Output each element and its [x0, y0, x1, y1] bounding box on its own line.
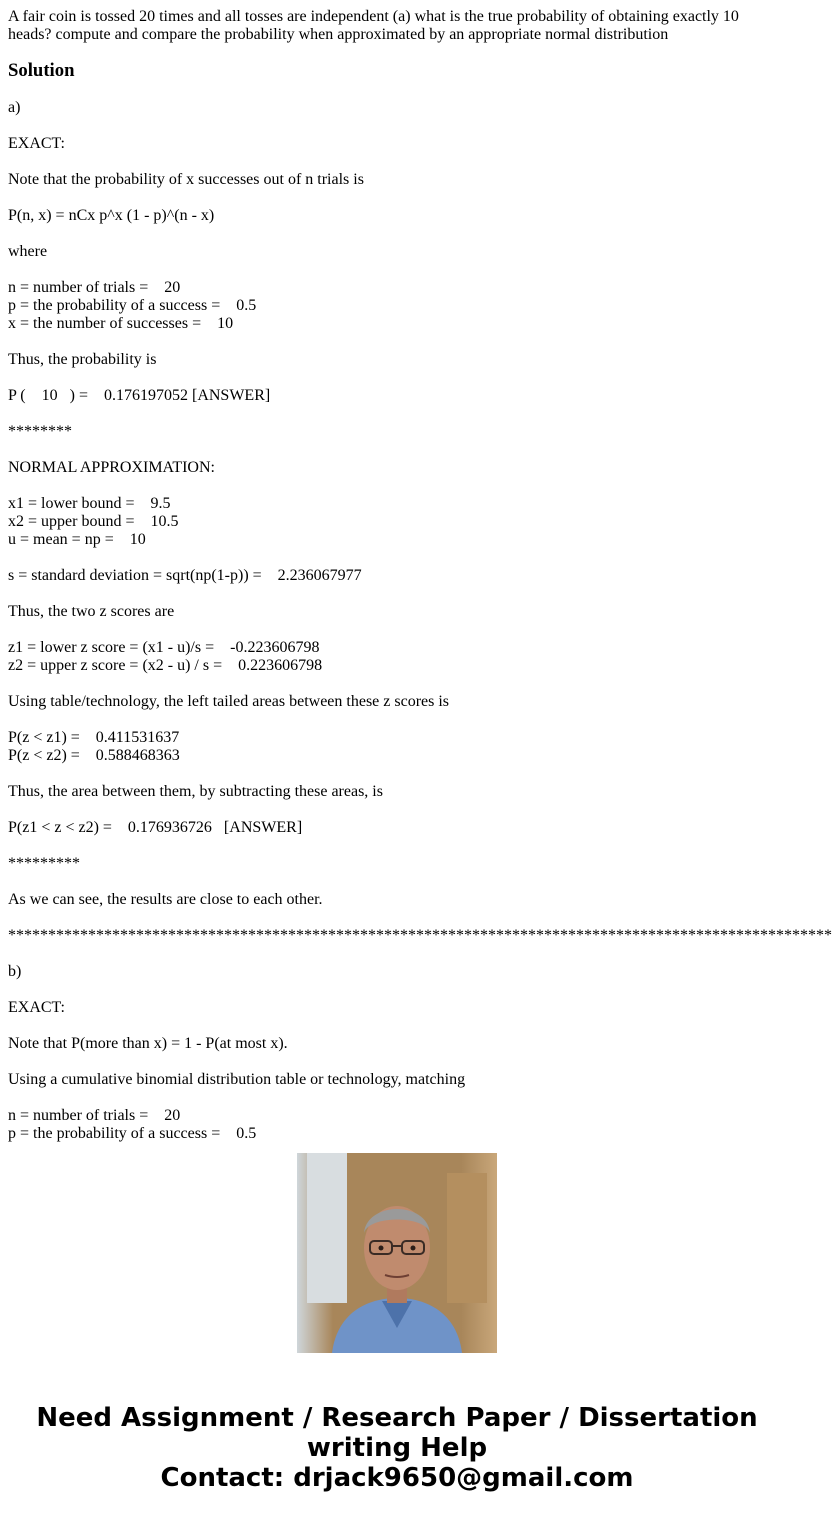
- solution-line: u = mean = np = 10: [8, 531, 146, 548]
- solution-line: Using a cumulative binomial distribution table or technology, matching: [8, 1071, 466, 1088]
- solution-line: P(z < z1) = 0.411531637: [8, 729, 180, 746]
- solution-line: EXACT:: [8, 999, 65, 1016]
- solution-paragraph: [8, 1035, 786, 1053]
- solution-line: Using table/technology, the left tailed areas between these z scores is: [8, 693, 450, 710]
- solution-paragraph: [8, 999, 786, 1017]
- author-avatar: [297, 1153, 497, 1353]
- solution-heading: Solution: [8, 60, 75, 81]
- solution-paragraph: [8, 279, 786, 333]
- solution-paragraph: [8, 459, 786, 477]
- solution-line: EXACT:: [8, 135, 65, 152]
- solution-paragraph: [8, 963, 786, 981]
- contact-footer: [0, 1403, 794, 1493]
- solution-line: p = the probability of a success = 0.5: [8, 1125, 257, 1142]
- solution-document: [8, 8, 832, 1142]
- solution-line: x2 = upper bound = 10.5: [8, 513, 179, 530]
- solution-paragraph: [8, 1071, 786, 1089]
- solution-line: P(n, x) = nCx p^x (1 - p)^(n - x): [8, 207, 215, 224]
- solution-line: *********: [8, 855, 80, 872]
- solution-paragraph: [8, 171, 786, 189]
- solution-paragraph: [8, 855, 786, 873]
- solution-line: where: [8, 243, 48, 260]
- solution-line: P ( 10 ) = 0.176197052 [ANSWER]: [8, 387, 271, 404]
- solution-line: Note that P(more than x) = 1 - P(at most x).: [8, 1035, 288, 1052]
- solution-line: P(z < z2) = 0.588468363: [8, 747, 180, 764]
- solution-paragraph: [8, 783, 786, 801]
- solution-line: b): [8, 963, 22, 980]
- footer-contact: Contact: drjack9650@gmail.com: [160, 1463, 634, 1493]
- solution-line: z2 = upper z score = (x2 - u) / s = 0.223606798: [8, 657, 323, 674]
- solution-line: s = standard deviation = sqrt(np(1-p)) = 2.236067977: [8, 567, 362, 584]
- solution-paragraph: [8, 351, 786, 369]
- footer-line-1: Need Assignment / Research Paper / Dissertation: [36, 1403, 758, 1433]
- solution-paragraph: [8, 639, 786, 675]
- solution-line: x = the number of successes = 10: [8, 315, 234, 332]
- solution-paragraph: [8, 423, 786, 441]
- solution-paragraph: [8, 603, 786, 621]
- solution-line: P(z1 < z < z2) = 0.176936726 [ANSWER]: [8, 819, 303, 836]
- solution-line: As we can see, the results are close to each other.: [8, 891, 323, 908]
- solution-paragraph: [8, 207, 786, 225]
- solution-body: [8, 99, 832, 1143]
- solution-line: Thus, the area between them, by subtracting these areas, is: [8, 783, 383, 800]
- solution-line: a): [8, 99, 21, 116]
- solution-line: ********: [8, 423, 72, 440]
- solution-line: x1 = lower bound = 9.5: [8, 495, 171, 512]
- solution-paragraph: [8, 99, 786, 117]
- solution-line: n = number of trials = 20: [8, 1107, 181, 1124]
- solution-line: NORMAL APPROXIMATION:: [8, 459, 215, 476]
- solution-paragraph: [8, 729, 786, 765]
- solution-paragraph: [8, 567, 786, 585]
- solution-line: n = number of trials = 20: [8, 279, 181, 296]
- solution-paragraph: [8, 1107, 786, 1143]
- solution-line: Thus, the probability is: [8, 351, 157, 368]
- solution-paragraph: [8, 495, 786, 549]
- solution-line: Thus, the two z scores are: [8, 603, 175, 620]
- footer-line-2: writing Help: [306, 1433, 488, 1463]
- avatar-photo: [297, 1153, 497, 1353]
- solution-paragraph: [8, 927, 832, 945]
- solution-paragraph: [8, 891, 786, 909]
- solution-line: *******************************************************************************************************: [8, 927, 832, 944]
- solution-paragraph: [8, 819, 786, 837]
- solution-line: p = the probability of a success = 0.5: [8, 297, 257, 314]
- solution-line: Note that the probability of x successes out of n trials is: [8, 171, 364, 188]
- solution-paragraph: [8, 135, 786, 153]
- solution-paragraph: [8, 387, 786, 405]
- solution-paragraph: [8, 693, 786, 711]
- question-text: A fair coin is tossed 20 times and all tosses are independent (a) what is the true probability of obtaining exactly 10 heads? compute and compare the probability when approximated by an appropriate normal distribution: [8, 8, 739, 43]
- solution-line: z1 = lower z score = (x1 - u)/s = -0.223606798: [8, 639, 320, 656]
- solution-paragraph: [8, 243, 786, 261]
